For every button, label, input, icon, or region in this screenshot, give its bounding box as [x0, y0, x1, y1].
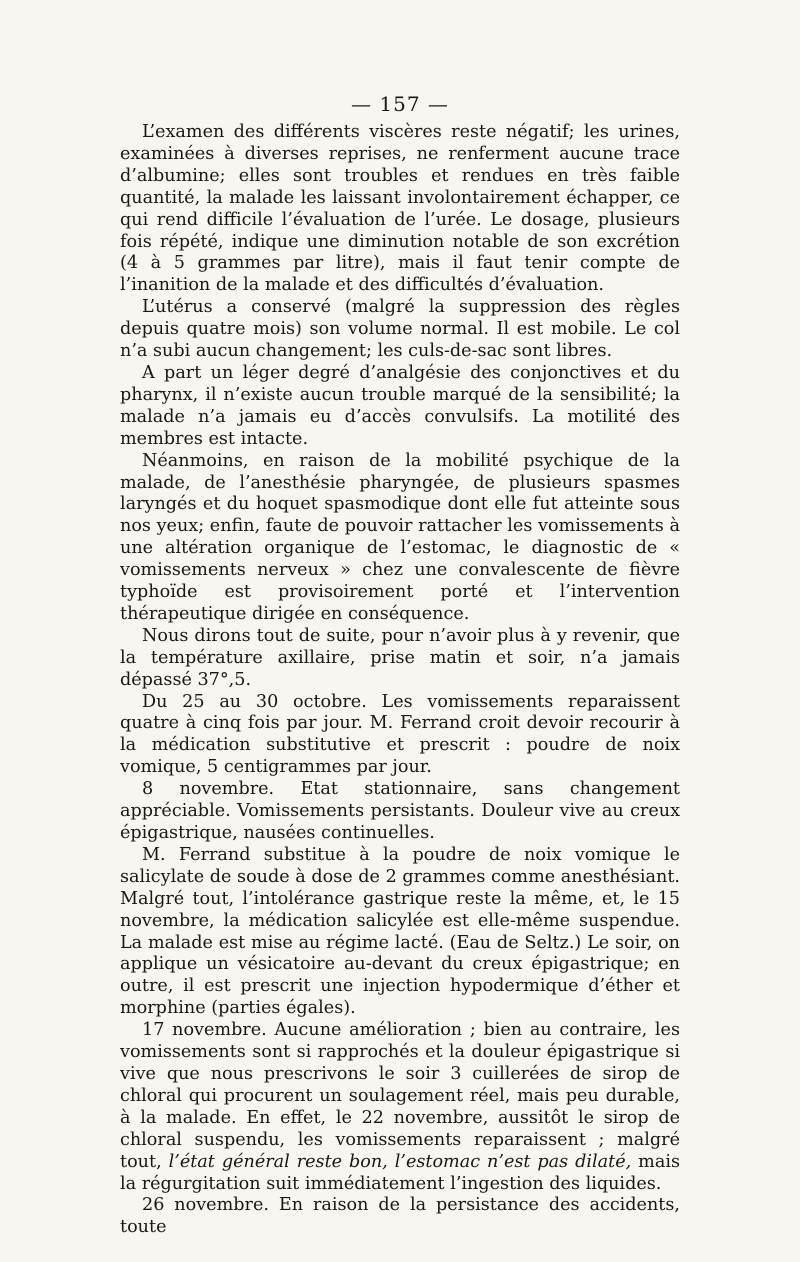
paragraph-temperature: Nous dirons tout de suite, pour n’avoir plus à y revenir, que la température axillaire, prise matin et soir, n’a jamais dépassé 37°,5.	[120, 625, 680, 690]
paragraph-uterus: L’utérus a conservé (malgré la suppression des règles depuis quatre mois) son volume normal. Il est mobile. Le col n’a subi aucun changement; les culs-de-sac sont libres.	[120, 297, 680, 362]
paragraph-17-novembre	[120, 1020, 680, 1195]
italic-emphasis: l’état général reste bon, l’estomac n’est pas dilaté,	[168, 1151, 632, 1172]
paragraph-25-octobre: Du 25 au 30 octobre. Les vomissements reparaissent quatre à cinq fois par jour. M. Ferrand croit devoir recourir à la médication substitutive et prescrit : poudre de noix vomique, 5 centigrammes par jour.	[120, 691, 680, 778]
paragraph-17-novembre-end: mais la régurgitation suit immédiatement l’ingestion des liquides.	[120, 1151, 681, 1194]
paragraph-examen: L’examen des différents viscères reste négatif; les urines, examinées à diverses reprises, ne renferment aucune trace d’albumine; elles sont troubles et rendues en très faible quantité, la malade les laissant involontairement échapper, ce qui rend difficile l’évaluation de l’urée. Le dosage, plusieurs fois répété, indique une diminution notable de son excrétion (4 à 5 grammes par litre), mais il faut tenir compte de l’inanition de la malade et des difficultés d’évaluation.	[120, 122, 680, 296]
paragraph-8-novembre: 8 novembre. Etat stationnaire, sans changement appréciable. Vomissements persistants. Douleur vive au creux épigastrique, nausées continuelles.	[120, 779, 680, 843]
paragraph-26-novembre: 26 novembre. En raison de la persistance des accidents, toute	[120, 1195, 680, 1238]
page-number: — 157 —	[351, 92, 449, 116]
paragraph-salicylate: M. Ferrand substitue à la poudre de noix vomique le salicylate de soude à dose de 2 grammes comme anesthésiant. Malgré tout, l’intolérance gastrique reste la même, et, le 15 novembre, la médication salicylée est elle-même suspendue. La malade est mise au régime lacté. (Eau de Seltz.) Le soir, on applique un vésicatoire au-devant du creux épigastrique; en outre, il est prescrit une injection hypodermique d’éther et morphine (parties égales).	[120, 844, 680, 1019]
paragraph-diagnostic: Néanmoins, en raison de la mobilité psychique de la malade, de l’anesthésie pharyngée, de plusieurs spasmes laryngés et du hoquet spasmodique dont elle fut atteinte sous nos yeux; enfin, faute de pouvoir rattacher les vomissements à une altération organique de l’estomac, le diagnostic de « vomissements nerveux » chez une convalescente de fièvre typhoïde est provisoirement porté et l’intervention thérapeutique dirigée en conséquence.	[120, 450, 680, 624]
document-page	[120, 90, 680, 1239]
paragraph-analgesie: A part un léger degré d’analgésie des conjonctives et du pharynx, il n’existe aucun trouble marqué de la sensibilité; la malade n’a jamais eu d’accès convulsifs. La motilité des membres est intacte.	[120, 362, 680, 449]
paragraph-17-novembre-text: 17 novembre. Aucune amélioration ; bien au contraire, les vomissements sont si rapprochés et la douleur épigastrique si vive que nous prescrivons le soir 3 cuillerées de sirop de chloral qui procurent un soulagement réel, mais peu durable, à la malade. En effet, le 22 novembre, aussitôt le sirop de chloral suspendu, les vomissements reparaissent ; malgré tout,	[120, 1020, 680, 1172]
